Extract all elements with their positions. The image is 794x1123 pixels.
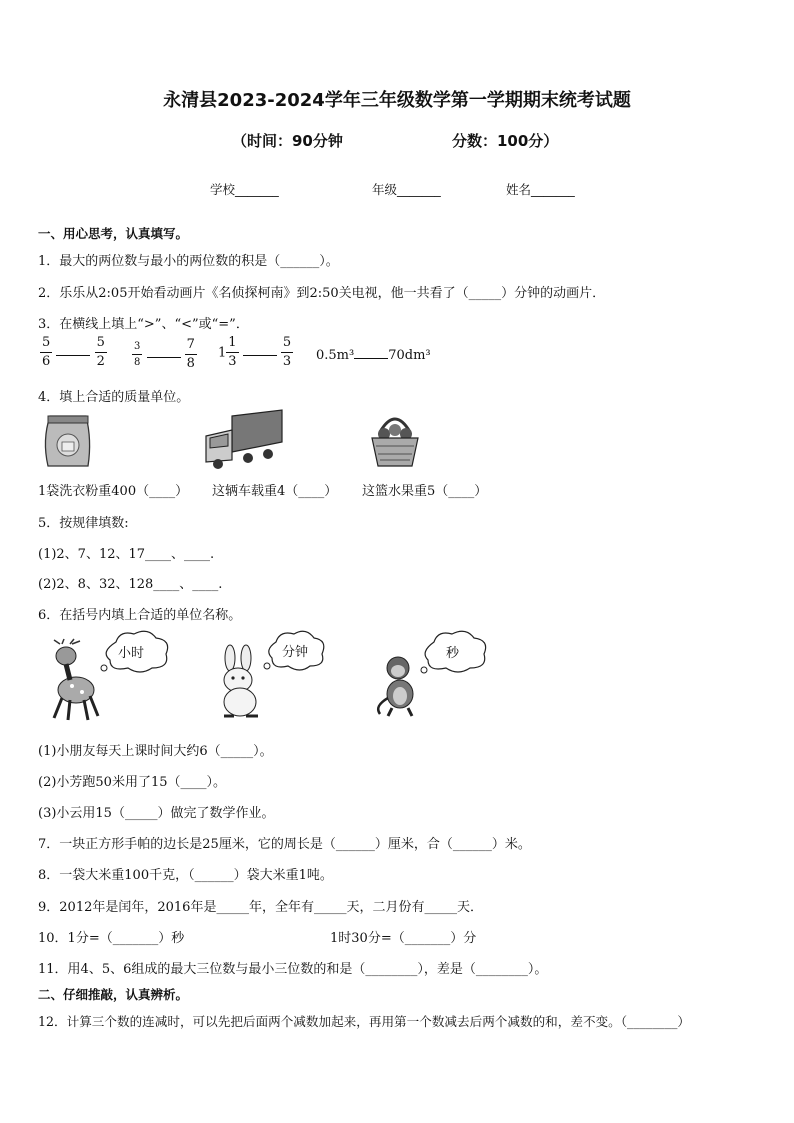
fraction: $\frac{5}{2}$ [96,335,105,370]
question-7: 7．一块正方形手帕的边长是25厘米，它的周长是（______）厘米，合（______）米。 [38,837,531,852]
school-field[interactable]: 学校_______ [210,182,279,197]
question-5-part-1: (1)2、7、12、17____、____. [38,547,215,562]
fraction: $\frac{3}{8}$ [134,341,141,369]
question-6-part-3: (3)小云用15（_____）做完了数学作业。 [38,806,275,821]
basket-item: 这篮水果重5（____） [362,484,488,499]
answer-blank[interactable] [147,357,181,358]
page-title: 永清县2023-2024学年三年级数学第一学期期末统考试题 [163,90,631,111]
whole-number: 1 [218,345,227,361]
question-2: 2．乐乐从2:05开始看动画片《名侦探柯南》到2:50关电视，他一共看了（_____）分钟的动画片． [38,286,606,301]
section-heading-1: 一、用心思考，认真填写。 [38,226,189,241]
exam-time: （时间：90分钟 [232,132,343,150]
deer-image [40,638,106,722]
grade-field[interactable]: 年级_______ [372,182,441,197]
section-heading-2: 二、仔细推敲，认真辨析。 [38,987,189,1002]
hours-label: 小时 [118,646,145,661]
question-11: 11．用4、5、6组成的最大三位数与最小三位数的和是（________），差是（________）。 [38,962,548,977]
fraction: $\frac{5}{6}$ [42,335,51,370]
detergent-item: 1袋洗衣粉重400（____） [38,484,189,499]
truck-image [202,408,284,470]
question-3: 3．在横线上填上“>”、“<”或“=”． [38,317,249,332]
compare-row [40,336,107,370]
seconds-label: 秒 [446,646,460,661]
fraction: $\frac{7}{8}$ [186,337,195,372]
question-9: 9．2012年是闰年，2016年是_____年，全年有_____天，二月份有_____天． [38,900,483,915]
fraction: $\frac{5}{3}$ [282,335,292,370]
question-12: 12．计算三个数的连减时，可以先把后面两个减数加起来，再用第一个数减去后两个减数的和，差不变。（________） [38,1014,691,1029]
question-10-part-2: 1时30分=（_______）分 [330,931,477,946]
fruit-basket-image [366,408,424,470]
answer-blank[interactable] [243,355,277,356]
question-1: 1．最大的两位数与最小的两位数的积是（______）。 [38,254,339,269]
question-8: 8．一袋大米重100千克，（______）袋大米重1吨。 [38,868,333,883]
minutes-label: 分钟 [282,645,309,660]
exam-score: 分数：100分） [452,132,559,150]
question-5: 5．按规律填数: [38,516,129,531]
name-field[interactable]: 姓名_______ [506,182,575,197]
fraction: $\frac{1}{3}$ [228,335,237,370]
truck-item: 这辆车载重4（____） [212,484,338,499]
detergent-bag-image [38,412,98,468]
question-6: 6．在括号内填上合适的单位名称。 [38,608,242,623]
question-6-part-1: (1)小朋友每天上课时间大约6（_____）。 [38,744,273,759]
compare-volume: 0.5m³ 70dm³ [316,348,431,363]
answer-blank[interactable] [56,355,90,356]
question-4: 4．填上合适的质量单位。 [38,390,190,405]
question-5-part-2: (2)2、8、32、128____、____. [38,577,223,592]
compare-row [132,338,197,372]
compare-row [218,336,293,370]
question-10-part-1: 10．1分=（_______）秒 [38,931,185,946]
question-6-part-2: (2)小芳跑50米用了15（____）。 [38,775,226,790]
answer-blank[interactable] [354,358,388,359]
